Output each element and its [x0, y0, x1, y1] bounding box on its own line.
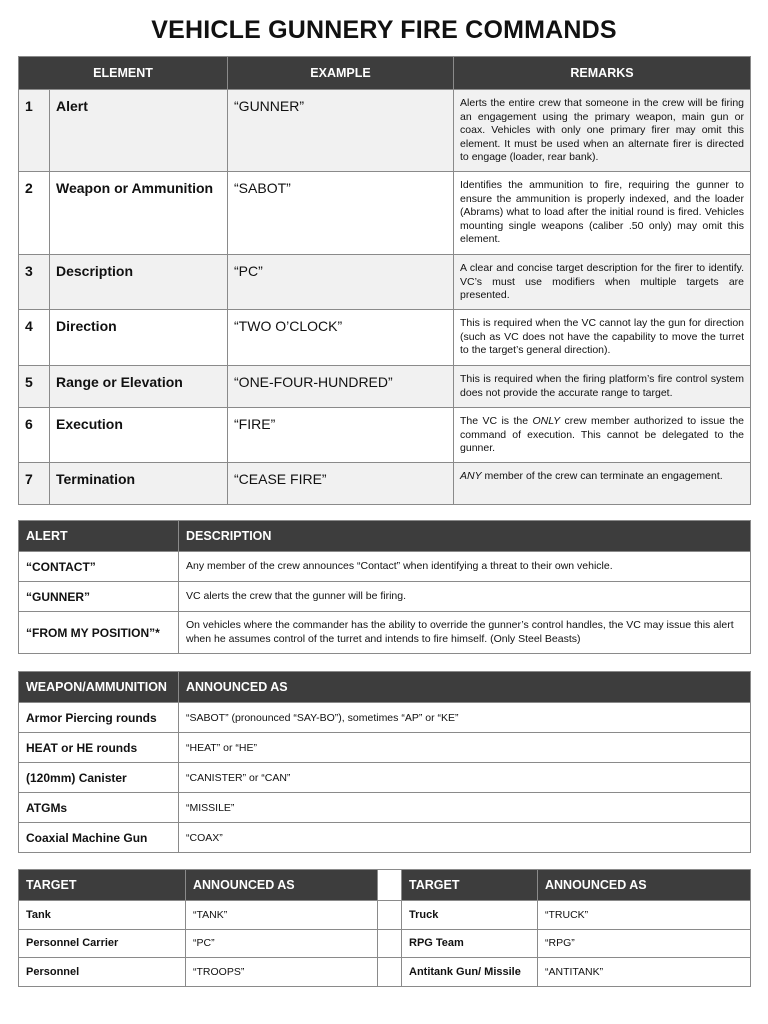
- table-row: [19, 793, 751, 823]
- column-header-announced-as-2: ANNOUNCED AS: [538, 870, 751, 901]
- element-name: Direction: [50, 310, 228, 366]
- remarks-emphasis: ANY: [460, 470, 482, 482]
- element-remarks: Identifies the ammunition to fire, requiring the gunner to ensure the ammunition is properly indexed, and the loader (Abrams) what to load after the initial round is fired. Vehicles mounting single weapons (caliber .50 only) may omit this element.: [454, 172, 751, 255]
- table-row: [19, 901, 751, 930]
- target-name: Antitank Gun/ Missile: [402, 958, 538, 987]
- element-name: Description: [50, 255, 228, 310]
- element-example: “TWO O’CLOCK”: [228, 310, 454, 366]
- target-announced: “TRUCK”: [538, 901, 751, 930]
- element-remarks: [454, 463, 751, 505]
- element-remarks: [454, 408, 751, 463]
- element-remarks: A clear and concise target description for the firer to identify. VC’s must use modifiers when multiple targets are presented.: [454, 255, 751, 310]
- page-title: VEHICLE GUNNERY FIRE COMMANDS: [151, 16, 617, 44]
- table-row: [19, 366, 751, 408]
- table-row: [19, 823, 751, 853]
- column-header-description: DESCRIPTION: [179, 521, 751, 552]
- table-row: [19, 90, 751, 172]
- target-announced: “PC”: [186, 929, 378, 958]
- weapon-announced: “COAX”: [179, 823, 751, 853]
- table-row: [19, 733, 751, 763]
- table-row: [19, 958, 751, 987]
- remarks-pre: The VC is the: [460, 415, 533, 427]
- element-remarks: Alerts the entire crew that someone in the crew will be firing an engagement using the primary weapon, main gun or coax. Vehicles with only one primary firer may omit this element. It must be used when an alternate firer is directed to engage (loader, rear bank).: [454, 90, 751, 172]
- element-name: Alert: [50, 90, 228, 172]
- table-row: [19, 763, 751, 793]
- target-name: Personnel: [19, 958, 186, 987]
- target-name: Tank: [19, 901, 186, 930]
- weapon-name: ATGMs: [19, 793, 179, 823]
- target-name: Personnel Carrier: [19, 929, 186, 958]
- row-number: 3: [19, 255, 50, 310]
- element-name: Termination: [50, 463, 228, 505]
- column-spacer: [378, 929, 402, 958]
- column-header-announced-as: ANNOUNCED AS: [179, 672, 751, 703]
- alert-description: On vehicles where the commander has the ability to override the gunner’s control handles, the VC may issue this alert when he assumes control of the turret and intends to fire himself. (Only Steel Beasts): [179, 612, 751, 654]
- column-spacer: [378, 958, 402, 987]
- remarks-post: crew member authorized to issue the command of execution. This cannot be delegated to the gunner.: [460, 415, 745, 454]
- element-name: Execution: [50, 408, 228, 463]
- element-example: “FIRE”: [228, 408, 454, 463]
- element-example: “GUNNER”: [228, 90, 454, 172]
- remarks-emphasis: ONLY: [532, 415, 561, 427]
- target-name: Truck: [402, 901, 538, 930]
- table-row: [19, 582, 751, 612]
- remarks-post: member of the crew can terminate an engagement.: [481, 470, 723, 482]
- column-header-target: TARGET: [19, 870, 186, 901]
- alert-name: “FROM MY POSITION”*: [19, 612, 179, 654]
- target-announced: “RPG”: [538, 929, 751, 958]
- element-remarks: This is required when the VC cannot lay the gun for direction (such as VC does not have the capability to move the turret to the target’s general direction).: [454, 310, 751, 366]
- row-number: 1: [19, 90, 50, 172]
- column-spacer: [378, 870, 402, 901]
- row-number: 4: [19, 310, 50, 366]
- target-announced: “TANK”: [186, 901, 378, 930]
- table-header-row: [19, 57, 751, 90]
- target-table: [18, 869, 751, 987]
- element-example: “PC”: [228, 255, 454, 310]
- column-header-alert: ALERT: [19, 521, 179, 552]
- target-announced: “TROOPS”: [186, 958, 378, 987]
- table-row: [19, 408, 751, 463]
- element-name: Weapon or Ammunition: [50, 172, 228, 255]
- table-row: [19, 172, 751, 255]
- table-row: [19, 703, 751, 733]
- weapon-name: (120mm) Canister: [19, 763, 179, 793]
- element-example: “SABOT”: [228, 172, 454, 255]
- table-row: [19, 552, 751, 582]
- weapon-name: Armor Piercing rounds: [19, 703, 179, 733]
- row-number: 5: [19, 366, 50, 408]
- element-example: “ONE-FOUR-HUNDRED”: [228, 366, 454, 408]
- weapon-ammunition-table: [18, 671, 751, 853]
- alert-table: [18, 520, 751, 654]
- weapon-name: Coaxial Machine Gun: [19, 823, 179, 853]
- table-row: [19, 612, 751, 654]
- row-number: 2: [19, 172, 50, 255]
- row-number: 7: [19, 463, 50, 505]
- element-example: “CEASE FIRE”: [228, 463, 454, 505]
- table-row: [19, 463, 751, 505]
- column-header-remarks: REMARKS: [454, 57, 751, 90]
- column-spacer: [378, 901, 402, 930]
- table-header-row: [19, 870, 751, 901]
- alert-description: Any member of the crew announces “Contact” when identifying a threat to their own vehicle.: [179, 552, 751, 582]
- weapon-announced: “HEAT” or “HE”: [179, 733, 751, 763]
- table-header-row: [19, 521, 751, 552]
- column-header-element: ELEMENT: [19, 57, 228, 90]
- alert-name: “CONTACT”: [19, 552, 179, 582]
- alert-name: “GUNNER”: [19, 582, 179, 612]
- weapon-announced: “CANISTER” or “CAN”: [179, 763, 751, 793]
- weapon-announced: “SABOT” (pronounced “SAY-BO”), sometimes “AP” or “KE”: [179, 703, 751, 733]
- table-row: [19, 310, 751, 366]
- fire-command-elements-table: [18, 56, 751, 505]
- target-name: RPG Team: [402, 929, 538, 958]
- column-header-announced-as: ANNOUNCED AS: [186, 870, 378, 901]
- column-header-target-2: TARGET: [402, 870, 538, 901]
- table-header-row: [19, 672, 751, 703]
- column-header-example: EXAMPLE: [228, 57, 454, 90]
- row-number: 6: [19, 408, 50, 463]
- element-name: Range or Elevation: [50, 366, 228, 408]
- weapon-name: HEAT or HE rounds: [19, 733, 179, 763]
- alert-description: VC alerts the crew that the gunner will be firing.: [179, 582, 751, 612]
- weapon-announced: “MISSILE”: [179, 793, 751, 823]
- column-header-weapon: WEAPON/AMMUNITION: [19, 672, 179, 703]
- table-row: [19, 255, 751, 310]
- table-row: [19, 929, 751, 958]
- element-remarks: This is required when the firing platform’s fire control system does not provide the accurate range to target.: [454, 366, 751, 408]
- target-announced: “ANTITANK”: [538, 958, 751, 987]
